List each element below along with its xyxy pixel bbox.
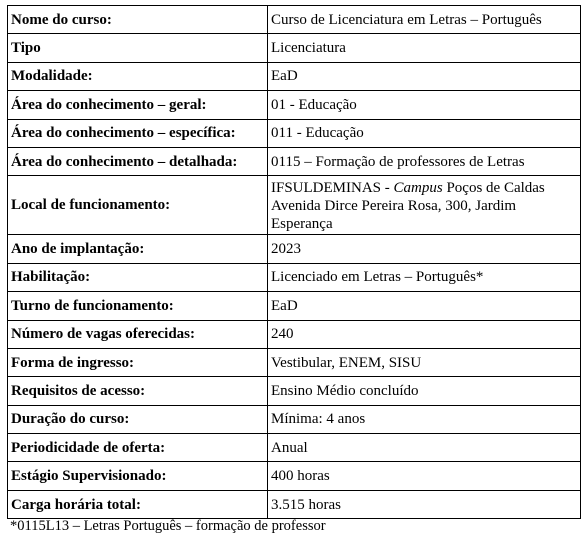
table-row [8,434,581,462]
row-label: Nome do curso: [8,6,268,34]
row-label: Requisitos de acesso: [8,377,268,405]
table-row [8,91,581,119]
row-value: 2023 [268,235,581,263]
row-value: Licenciado em Letras – Português* [268,263,581,291]
row-value: Anual [268,434,581,462]
table-row [8,405,581,433]
row-label: Local de funcionamento: [8,176,268,235]
row-label: Duração do curso: [8,405,268,433]
value-campus-italic: Campus [393,180,443,197]
row-label: Modalidade: [8,62,268,90]
row-label: Estágio Supervisionado: [8,462,268,490]
row-value: Vestibular, ENEM, SISU [268,348,581,376]
table-row [8,377,581,405]
row-label: Área do conhecimento – detalhada: [8,147,268,175]
row-label: Área do conhecimento – geral: [8,91,268,119]
row-value: EaD [268,292,581,320]
row-value: Curso de Licenciatura em Letras – Português [268,6,581,34]
table-row [8,176,581,235]
row-value: 01 - Educação [268,91,581,119]
table-row [8,235,581,263]
row-value: 3.515 horas [268,490,581,518]
footnote: *0115L13 – Letras Português – formação de professor [10,518,326,534]
row-value: EaD [268,62,581,90]
row-label: Ano de implantação: [8,235,268,263]
course-info-table [7,5,581,519]
table-row [8,147,581,175]
row-value: Ensino Médio concluído [268,377,581,405]
row-label: Número de vagas oferecidas: [8,320,268,348]
row-value: 240 [268,320,581,348]
row-label: Forma de ingresso: [8,348,268,376]
table-row [8,348,581,376]
row-label: Carga horária total: [8,490,268,518]
table-row [8,462,581,490]
row-value: 011 - Educação [268,119,581,147]
table-row [8,320,581,348]
row-value-address [268,176,581,235]
table-row [8,292,581,320]
table-row [8,34,581,62]
table-row [8,263,581,291]
table-row [8,6,581,34]
row-value: 0115 – Formação de professores de Letras [268,147,581,175]
row-value: Mínima: 4 anos [268,405,581,433]
value-city: Poços de Caldas [442,180,545,197]
row-label: Periodicidade de oferta: [8,434,268,462]
table-row [8,119,581,147]
row-value: 400 horas [268,462,581,490]
value-street: Avenida Dirce Pereira Rosa, 300, Jardim [271,198,517,215]
value-institution: IFSULDEMINAS - [271,180,394,197]
row-value: Licenciatura [268,34,581,62]
table-row [8,490,581,518]
row-label: Habilitação: [8,263,268,291]
row-label: Turno de funcionamento: [8,292,268,320]
value-neighborhood: Esperança [271,216,333,233]
row-label: Área do conhecimento – específica: [8,119,268,147]
table-row [8,62,581,90]
row-label: Tipo [8,34,268,62]
